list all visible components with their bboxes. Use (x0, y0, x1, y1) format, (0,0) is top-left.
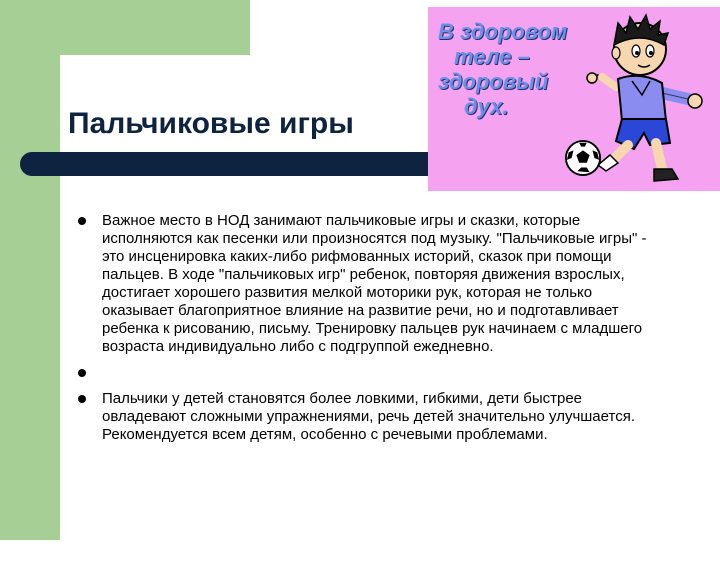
green-left-band (0, 0, 60, 540)
slide-title: Пальчиковые игры (68, 107, 354, 140)
bullet-dot-icon (78, 217, 86, 225)
title-underline-bar (20, 152, 440, 176)
bullet-text: Важное место в НОД занимают пальчиковые игры и сказки, которые исполняются как песенки или произносятся под музыку. "Пальчиковые игры" - это инсценировка каких-либо рифмованных историй, сказок при помощи пальцев. В ходе "пальчиковых игр" ребенок, повторяя движения взрослых, достигает хорошего развития мелкой моторики рук, которая не только оказывает благоприятное влияние на развитие речи, но и подготавливает ребенка к рисованию, письму. Тренировку пальцев рук начинаем с младшего возраста индивидуально либо с подгруппой ежедневно. (102, 212, 647, 355)
bullet-text: Пальчики у детей становятся более ловкими, гибкими, дети быстрее овладевают сложными упражнениями, речь детей значительно улучшается. Рекомендуется всем детям, особенно с речевыми проблемами. (102, 390, 635, 443)
bullet-dot-icon (78, 395, 86, 403)
bullet-dot-icon (78, 369, 86, 377)
bullet-item (78, 390, 668, 444)
bullet-item (78, 364, 668, 382)
motto-box (428, 7, 720, 191)
motto-line-3: здоровый (438, 69, 549, 94)
bullet-item (78, 212, 668, 356)
motto-line-1: В здоровом (438, 19, 568, 44)
soccer-ball-icon (564, 139, 602, 177)
motto-line-4: дух. (464, 94, 509, 119)
motto-line-2: теле – (454, 44, 530, 69)
motto-text (438, 19, 567, 119)
bullet-list (78, 212, 668, 452)
